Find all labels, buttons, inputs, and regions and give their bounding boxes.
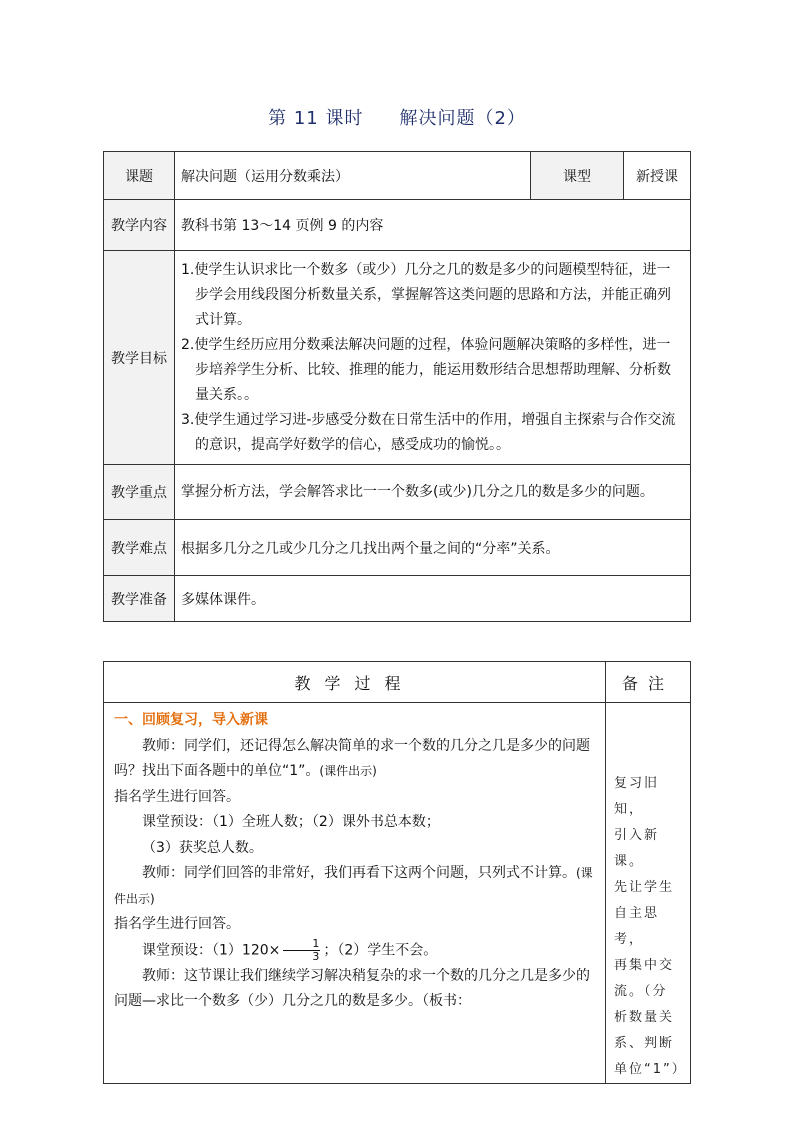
content-value: 教科书第 13～14 页例 9 的内容	[175, 200, 691, 251]
paragraph-text: 课堂预设：（1）120×	[142, 942, 281, 958]
paragraph: 课堂预设：（1）全班人数；（2）课外书总本数；	[142, 814, 440, 830]
paragraph: （3）获奖总人数。	[142, 839, 263, 856]
paragraph-text: ；（2）学生不会。	[323, 942, 438, 958]
fraction-denominator: 3	[312, 949, 320, 963]
paragraph-text: 教师：同学们回答的非常好，我们再看下这两个问题，只列式不计算。	[142, 865, 576, 881]
goals-cell	[175, 251, 691, 465]
goal-item: 1.使学生认识求比一个数多（或少）几分之几的数是多少的问题模型特征，进一步学会用线段图分析数量关系，掌握解答这类问题的思路和方法，并能正确列式计算。	[181, 261, 671, 328]
process-body-cell	[104, 703, 606, 1084]
notes-header: 备注	[606, 662, 691, 703]
note-line: 再集中交	[614, 958, 675, 973]
note-line: 析数量关	[614, 1010, 675, 1025]
note-line: 自主思考，	[614, 906, 660, 947]
lesson-number: 第 11 课时	[268, 108, 364, 129]
process-body	[105, 704, 604, 1025]
subject-label: 课题	[104, 152, 175, 200]
difficulty-label: 教学难点	[104, 520, 175, 576]
note-line: 引入新课。	[614, 828, 660, 869]
prep-label: 教学准备	[104, 576, 175, 622]
type-label: 课型	[531, 152, 624, 200]
key-label: 教学重点	[104, 465, 175, 520]
type-value: 新授课	[624, 152, 691, 200]
difficulty-value: 根据多几分之几或少几分之几找出两个量之间的“分率”关系。	[175, 520, 691, 576]
courseware-tag: (课件出示)	[319, 764, 377, 778]
goal-item: 2.使学生经历应用分数乘法解决问题的过程，体验问题解决策略的多样性，进一步培养学生分析、比较、推理的能力，能运用数形结合思想帮助理解、分析数量关系。。	[181, 336, 671, 403]
note-line: 系、判断	[614, 1036, 675, 1051]
paragraph: 指名学生进行回答。	[114, 788, 240, 805]
courseware-tag: (课件出示)	[114, 866, 593, 906]
key-value: 掌握分析方法，学会解答求比一一个数多(或少)几分之几的数是多少的问题。	[175, 465, 691, 520]
note-line: 流。（分	[614, 984, 668, 999]
note-line: 先让学生	[614, 880, 675, 895]
prep-value: 多媒体课件。	[175, 576, 691, 622]
note-line: 单位“1”）	[614, 1062, 687, 1077]
paragraph: 指名学生进行回答。	[114, 916, 240, 932]
paragraph: 教师：这节课让我们继续学习解决稍复杂的求一个数的几分之几是多少的问题—求比一个数多（少）几分之几的数是多少。（板书：	[114, 967, 590, 1009]
lesson-info-table	[103, 151, 691, 622]
fraction-numerator: 1	[283, 938, 320, 951]
lesson-topic: 解决问题（2）	[399, 108, 526, 129]
notes-cell	[606, 703, 691, 1084]
page-title	[0, 104, 794, 130]
paragraph-text: 教师：同学们，还记得怎么解决简单的求一个数的几分之几是多少的问题吗？找出下面各题中的单位“1”。	[114, 737, 590, 779]
paragraph	[114, 861, 596, 912]
paragraph	[114, 734, 596, 785]
note-line: 复习旧知，	[614, 776, 660, 817]
content-label: 教学内容	[104, 200, 175, 251]
goal-item: 3.使学生通过学习进-步感受分数在日常生活中的作用，增强自主探索与合作交流的意识，提高学好数学的信心，感受成功的愉悦。。	[181, 411, 676, 453]
subject-value: 解决问题（运用分数乘法）	[175, 152, 531, 200]
section-heading: 一、回顾复习，导入新课	[114, 712, 268, 728]
paragraph	[114, 938, 596, 964]
process-table	[103, 661, 691, 1084]
process-header: 教学过程	[104, 662, 606, 703]
goals-label: 教学目标	[104, 251, 175, 465]
fraction	[283, 938, 320, 963]
